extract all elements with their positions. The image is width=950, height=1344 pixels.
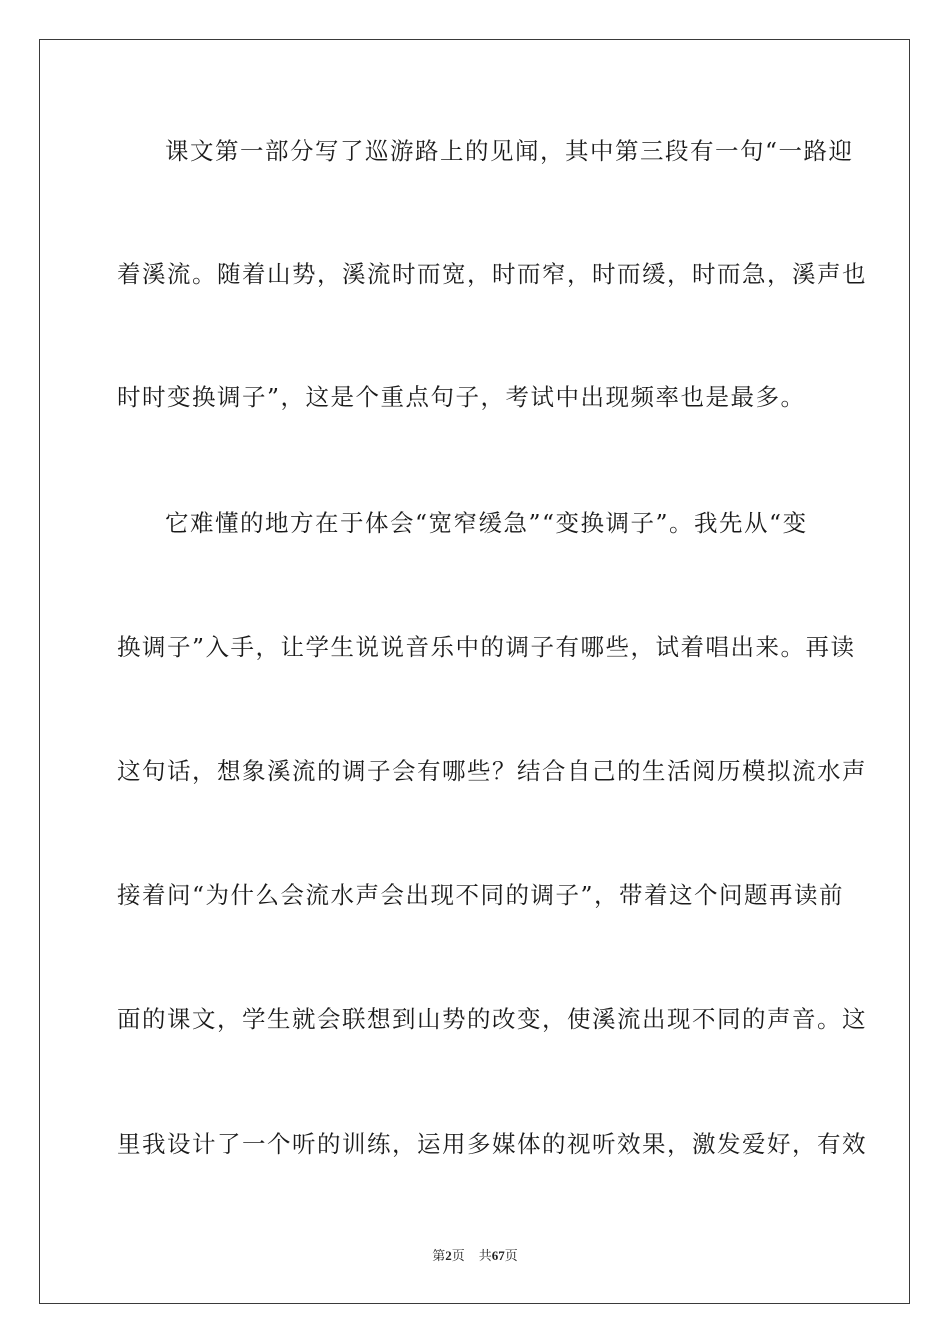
text-line: 这句话，想象溪流的调子会有哪些？结合自己的生活阅历模拟流水声 [117, 757, 867, 785]
text-line: 面的课文，学生就会联想到山势的改变，使溪流出现不同的声音。这 [117, 1005, 867, 1033]
text-line: 课文第一部分写了巡游路上的见闻，其中第三段有一句“一路迎 [165, 137, 854, 165]
text-line: 着溪流。随着山势，溪流时而宽，时而窄，时而缓，时而急，溪声也 [117, 260, 867, 288]
total-prefix: 共 [478, 1249, 492, 1264]
page-border [39, 39, 910, 1304]
total-pages: 67 [491, 1248, 505, 1263]
text-line: 时时变换调子”，这是个重点句子，考试中出现频率也是最多。 [117, 383, 806, 411]
text-line: 里我设计了一个听的训练，运用多媒体的视听效果，激发爱好，有效 [117, 1130, 867, 1158]
total-suffix: 页 [504, 1249, 518, 1264]
text-line: 接着问“为什么会流水声会出现不同的调子”，带着这个问题再读前 [117, 881, 845, 909]
page-footer [0, 1248, 950, 1265]
page-prefix: 第 [432, 1249, 446, 1264]
page-suffix: 页 [451, 1249, 465, 1264]
text-line: 它难懂的地方在于体会“宽窄缓急”“变换调子”。我先从“变 [165, 509, 808, 537]
text-line: 换调子”入手，让学生说说音乐中的调子有哪些，试着唱出来。再读 [117, 633, 856, 661]
page-number: 2 [445, 1248, 452, 1263]
